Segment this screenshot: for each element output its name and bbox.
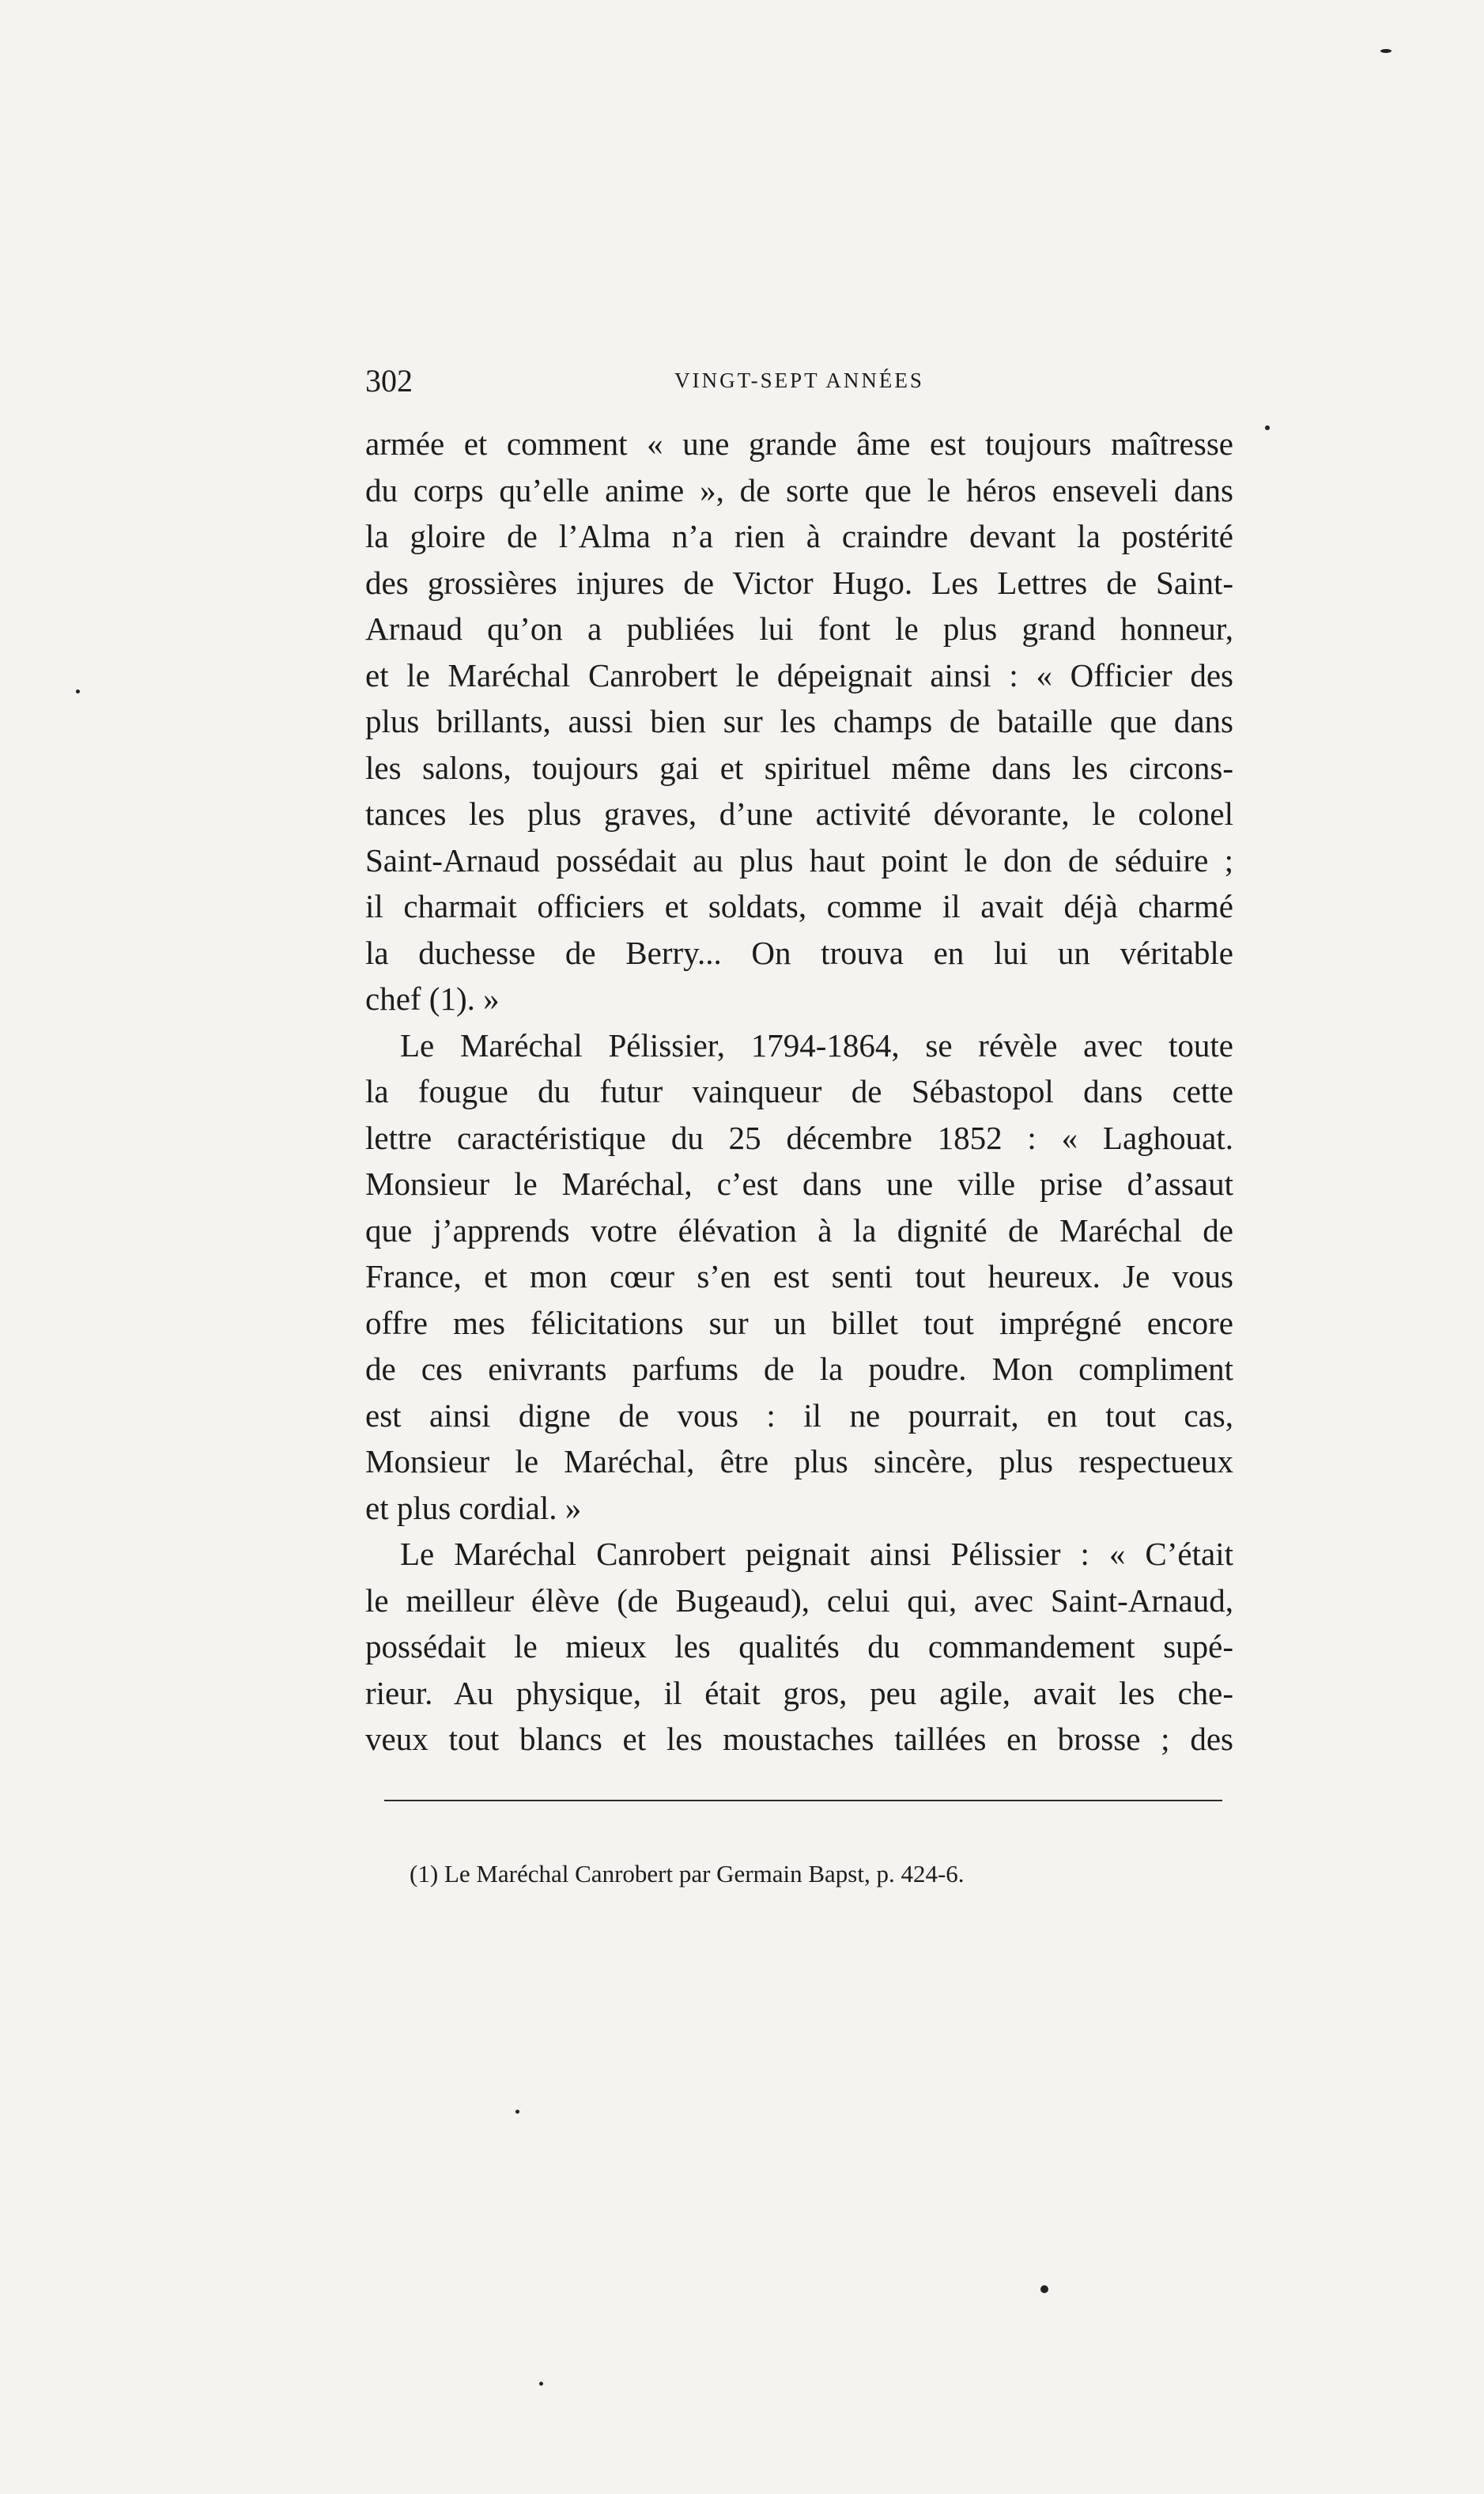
- text-line: veux tout blancs et les moustaches taillées en brosse ; des: [365, 1721, 1233, 1757]
- text-line: lettre caractéristique du 25 décembre 1852 : « Laghouat.: [365, 1119, 1233, 1156]
- body-text: [365, 421, 1233, 1763]
- text-line: de ces enivrants parfums de la poudre. Mon compliment: [365, 1351, 1233, 1387]
- text-line: plus brillants, aussi bien sur les champs de bataille que dans: [365, 703, 1233, 739]
- text-line: Le Maréchal Pélissier, 1794-1864, se révèle avec toute: [400, 1026, 1233, 1064]
- text-line: des grossières injures de Victor Hugo. Les Lettres de Saint-: [365, 564, 1233, 601]
- scan-speck: [76, 690, 80, 693]
- footnote-divider: [384, 1800, 1222, 1801]
- text-line: Arnaud qu’on a publiées lui font le plus grand honneur,: [365, 610, 1233, 647]
- text-line: que j’apprends votre élévation à la dignité de Maréchal de: [365, 1211, 1233, 1249]
- scan-speck: [1040, 2285, 1048, 2293]
- text-line: rieur. Au physique, il était gros, peu agile, avait les che-: [365, 1674, 1233, 1711]
- text-line: le meilleur élève (de Bugeaud), celui qui, avec Saint-Arnaud,: [365, 1581, 1233, 1619]
- text-line: et le Maréchal Canrobert le dépeignait ainsi : « Officier des: [365, 656, 1233, 693]
- text-line: et plus cordial. »: [365, 1489, 582, 1526]
- text-line: la gloire de l’Alma n’a rien à craindre devant la postérité: [365, 518, 1233, 554]
- text-line: chef (1). »: [365, 981, 500, 1017]
- text-line: armée et comment « une grande âme est toujours maîtresse: [365, 425, 1233, 462]
- text-line: offre mes félicitations sur un billet tout imprégné encore: [365, 1304, 1233, 1341]
- text-line: les salons, toujours gai et spirituel même dans les circons-: [365, 749, 1233, 786]
- text-line: Monsieur le Maréchal, être plus sincère, plus respectueux: [365, 1443, 1233, 1479]
- text-line: Le Maréchal Canrobert peignait ainsi Pélissier : « C’était: [400, 1536, 1233, 1572]
- text-line: tances les plus graves, d’une activité dévorante, le colonel: [365, 795, 1233, 832]
- text-line: la duchesse de Berry... On trouva en lui un véritable: [365, 934, 1233, 971]
- footnote: (1) Le Maréchal Canrobert par Germain Bapst, p. 424-6.: [410, 1860, 965, 1888]
- scan-speck: [515, 2110, 519, 2114]
- running-title: VINGT-SEPT ANNÉES: [674, 368, 924, 392]
- text-line: Saint-Arnaud possédait au plus haut point le don de séduire ;: [365, 841, 1233, 879]
- text-line: il charmait officiers et soldats, comme il avait déjà charmé: [365, 888, 1233, 924]
- scan-speck: [1380, 49, 1391, 53]
- scan-speck: [1265, 425, 1270, 430]
- text-line: possédait le mieux les qualités du commandement supé-: [365, 1628, 1233, 1665]
- page-header: [365, 362, 1233, 402]
- text-line: du corps qu’elle anime », de sorte que le héros enseveli dans: [365, 471, 1233, 508]
- text-line: est ainsi digne de vous : il ne pourrait, en tout cas,: [365, 1396, 1233, 1434]
- text-line: Monsieur le Maréchal, c’est dans une ville prise d’assaut: [365, 1166, 1233, 1202]
- scan-speck: [539, 2382, 543, 2386]
- page-number: 302: [365, 363, 413, 399]
- text-line: France, et mon cœur s’en est senti tout heureux. Je vous: [365, 1258, 1233, 1294]
- text-line: la fougue du futur vainqueur de Sébastopol dans cette: [365, 1073, 1233, 1109]
